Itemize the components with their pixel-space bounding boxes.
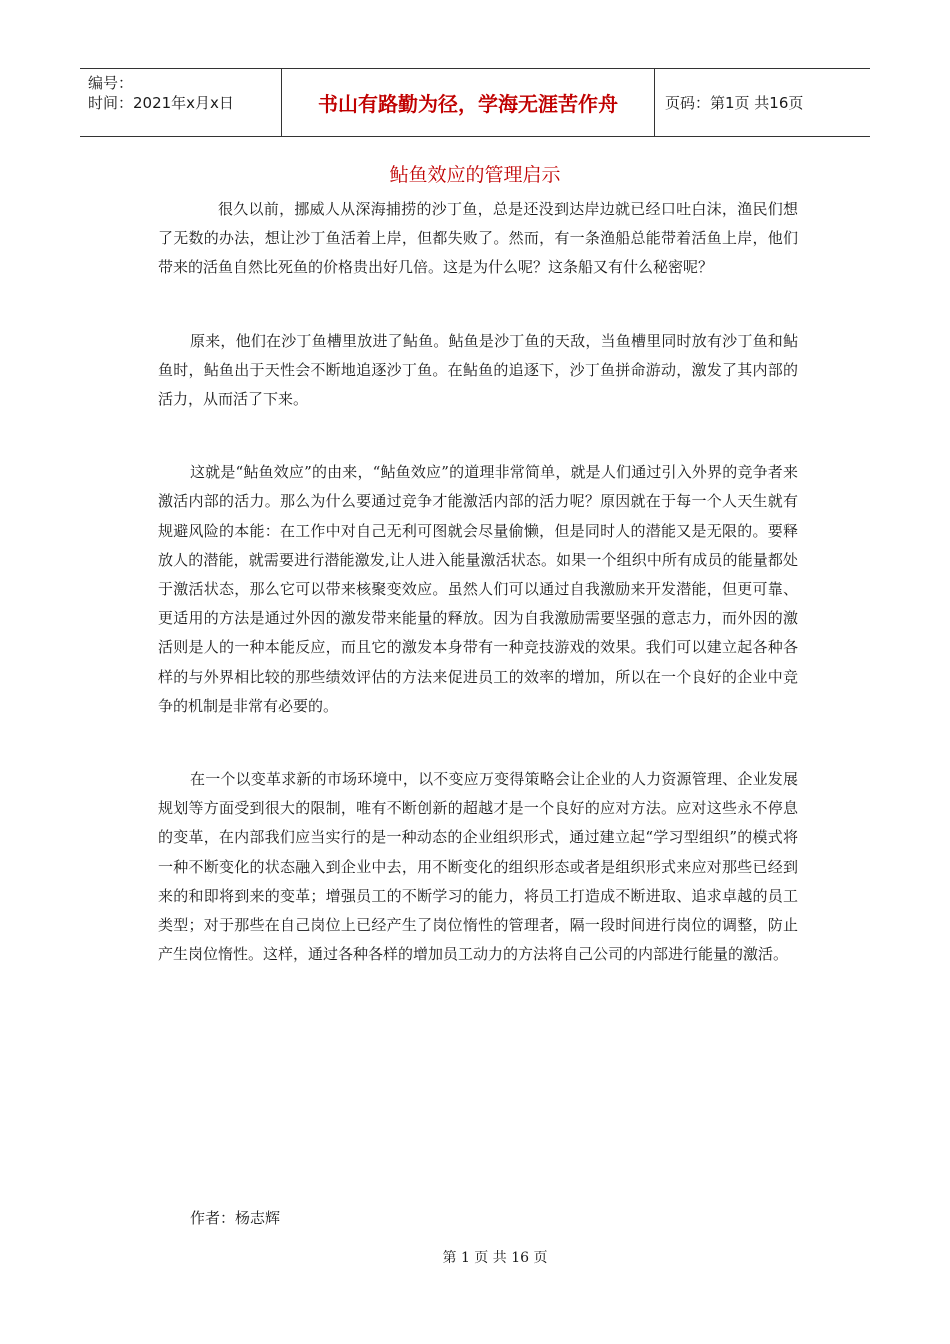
header-meta-cell: [80, 69, 282, 136]
paragraph-4: 在一个以变革求新的市场环境中，以不变应万变得策略会让企业的人力资源管理、企业发展规划等方面受到很大的限制，唯有不断创新的超越才是一个良好的应对方法。应对这些永不停息的变革，在内部我们应当实行的是一种动态的企业组织形式，通过建立起“学习型组织”的模式将一种不断变化的状态融入到企业中去，用不断变化的组织形态或者是组织形式来应对那些已经到来的和即将到来的变革；增强员工的不断学习的能力，将员工打造成不断进取、追求卓越的员工类型；对于那些在自己岗位上已经产生了岗位惰性的管理者，隔一段时间进行岗位的调整，防止产生岗位惰性。这样，通过各种各样的增加员工动力的方法将自己公司的内部进行能量的激活。: [158, 770, 798, 964]
number-label: 编号：: [88, 74, 134, 92]
paragraph-1: 很久以前，挪威人从深海捕捞的沙丁鱼，总是还没到达岸边就已经口吐白沫，渔民们想了无数的办法，想让沙丁鱼活着上岸，但都失败了。然而，有一条渔船总能带着活鱼上岸，他们带来的活鱼自然比死鱼的价格贵出好几倍。这是为什么呢？这条船又有什么秘密呢？: [158, 200, 798, 277]
motto: 书山有路勤为径，学海无涯苦作舟: [282, 69, 655, 136]
paragraph-2: 原来，他们在沙丁鱼槽里放进了鲇鱼。鲇鱼是沙丁鱼的天敌，当鱼槽里同时放有沙丁鱼和鲇鱼时，鲇鱼出于天性会不断地追逐沙丁鱼。在鲇鱼的追逐下，沙丁鱼拼命游动，激发了其内部的活力，从而活了下来。: [158, 331, 798, 409]
document-body: [158, 195, 798, 969]
author-line: 作者：杨志辉: [190, 1209, 281, 1227]
page-info: 页码：第1页 共16页: [665, 94, 804, 112]
document-title: 鲇鱼效应的管理启示: [389, 164, 561, 186]
time-label: 时间：2021年x月x日: [88, 94, 234, 112]
paragraph-3: 这就是“鲇鱼效应”的由来，“鲇鱼效应”的道理非常简单，就是人们通过引入外界的竞争者来激活内部的活力。那么为什么要通过竞争才能激活内部的活力呢？原因就在于每一个人天生就有规避风险的本能：在工作中对自己无利可图就会尽量偷懒，但是同时人的潜能又是无限的。要释放人的潜能，就需要进行潜能激发,让人进入能量激活状态。如果一个组织中所有成员的能量都处于激活状态，那么它可以带来核聚变效应。虽然人们可以通过自我激励来开发潜能，但更可靠、更适用的方法是通过外因的激发带来能量的释放。因为自我激励需要坚强的意志力，而外因的激活则是人的一种本能反应，而且它的激发本身带有一种竞技游戏的效果。我们可以建立起各种各样的与外界相比较的那些绩效评估的方法来促进员工的效率的增加，所以在一个良好的企业中竞争的机制是非常有必要的。: [158, 463, 798, 715]
page-footer: 第 1 页 共 16 页: [442, 1250, 548, 1266]
header-table: [80, 68, 870, 137]
